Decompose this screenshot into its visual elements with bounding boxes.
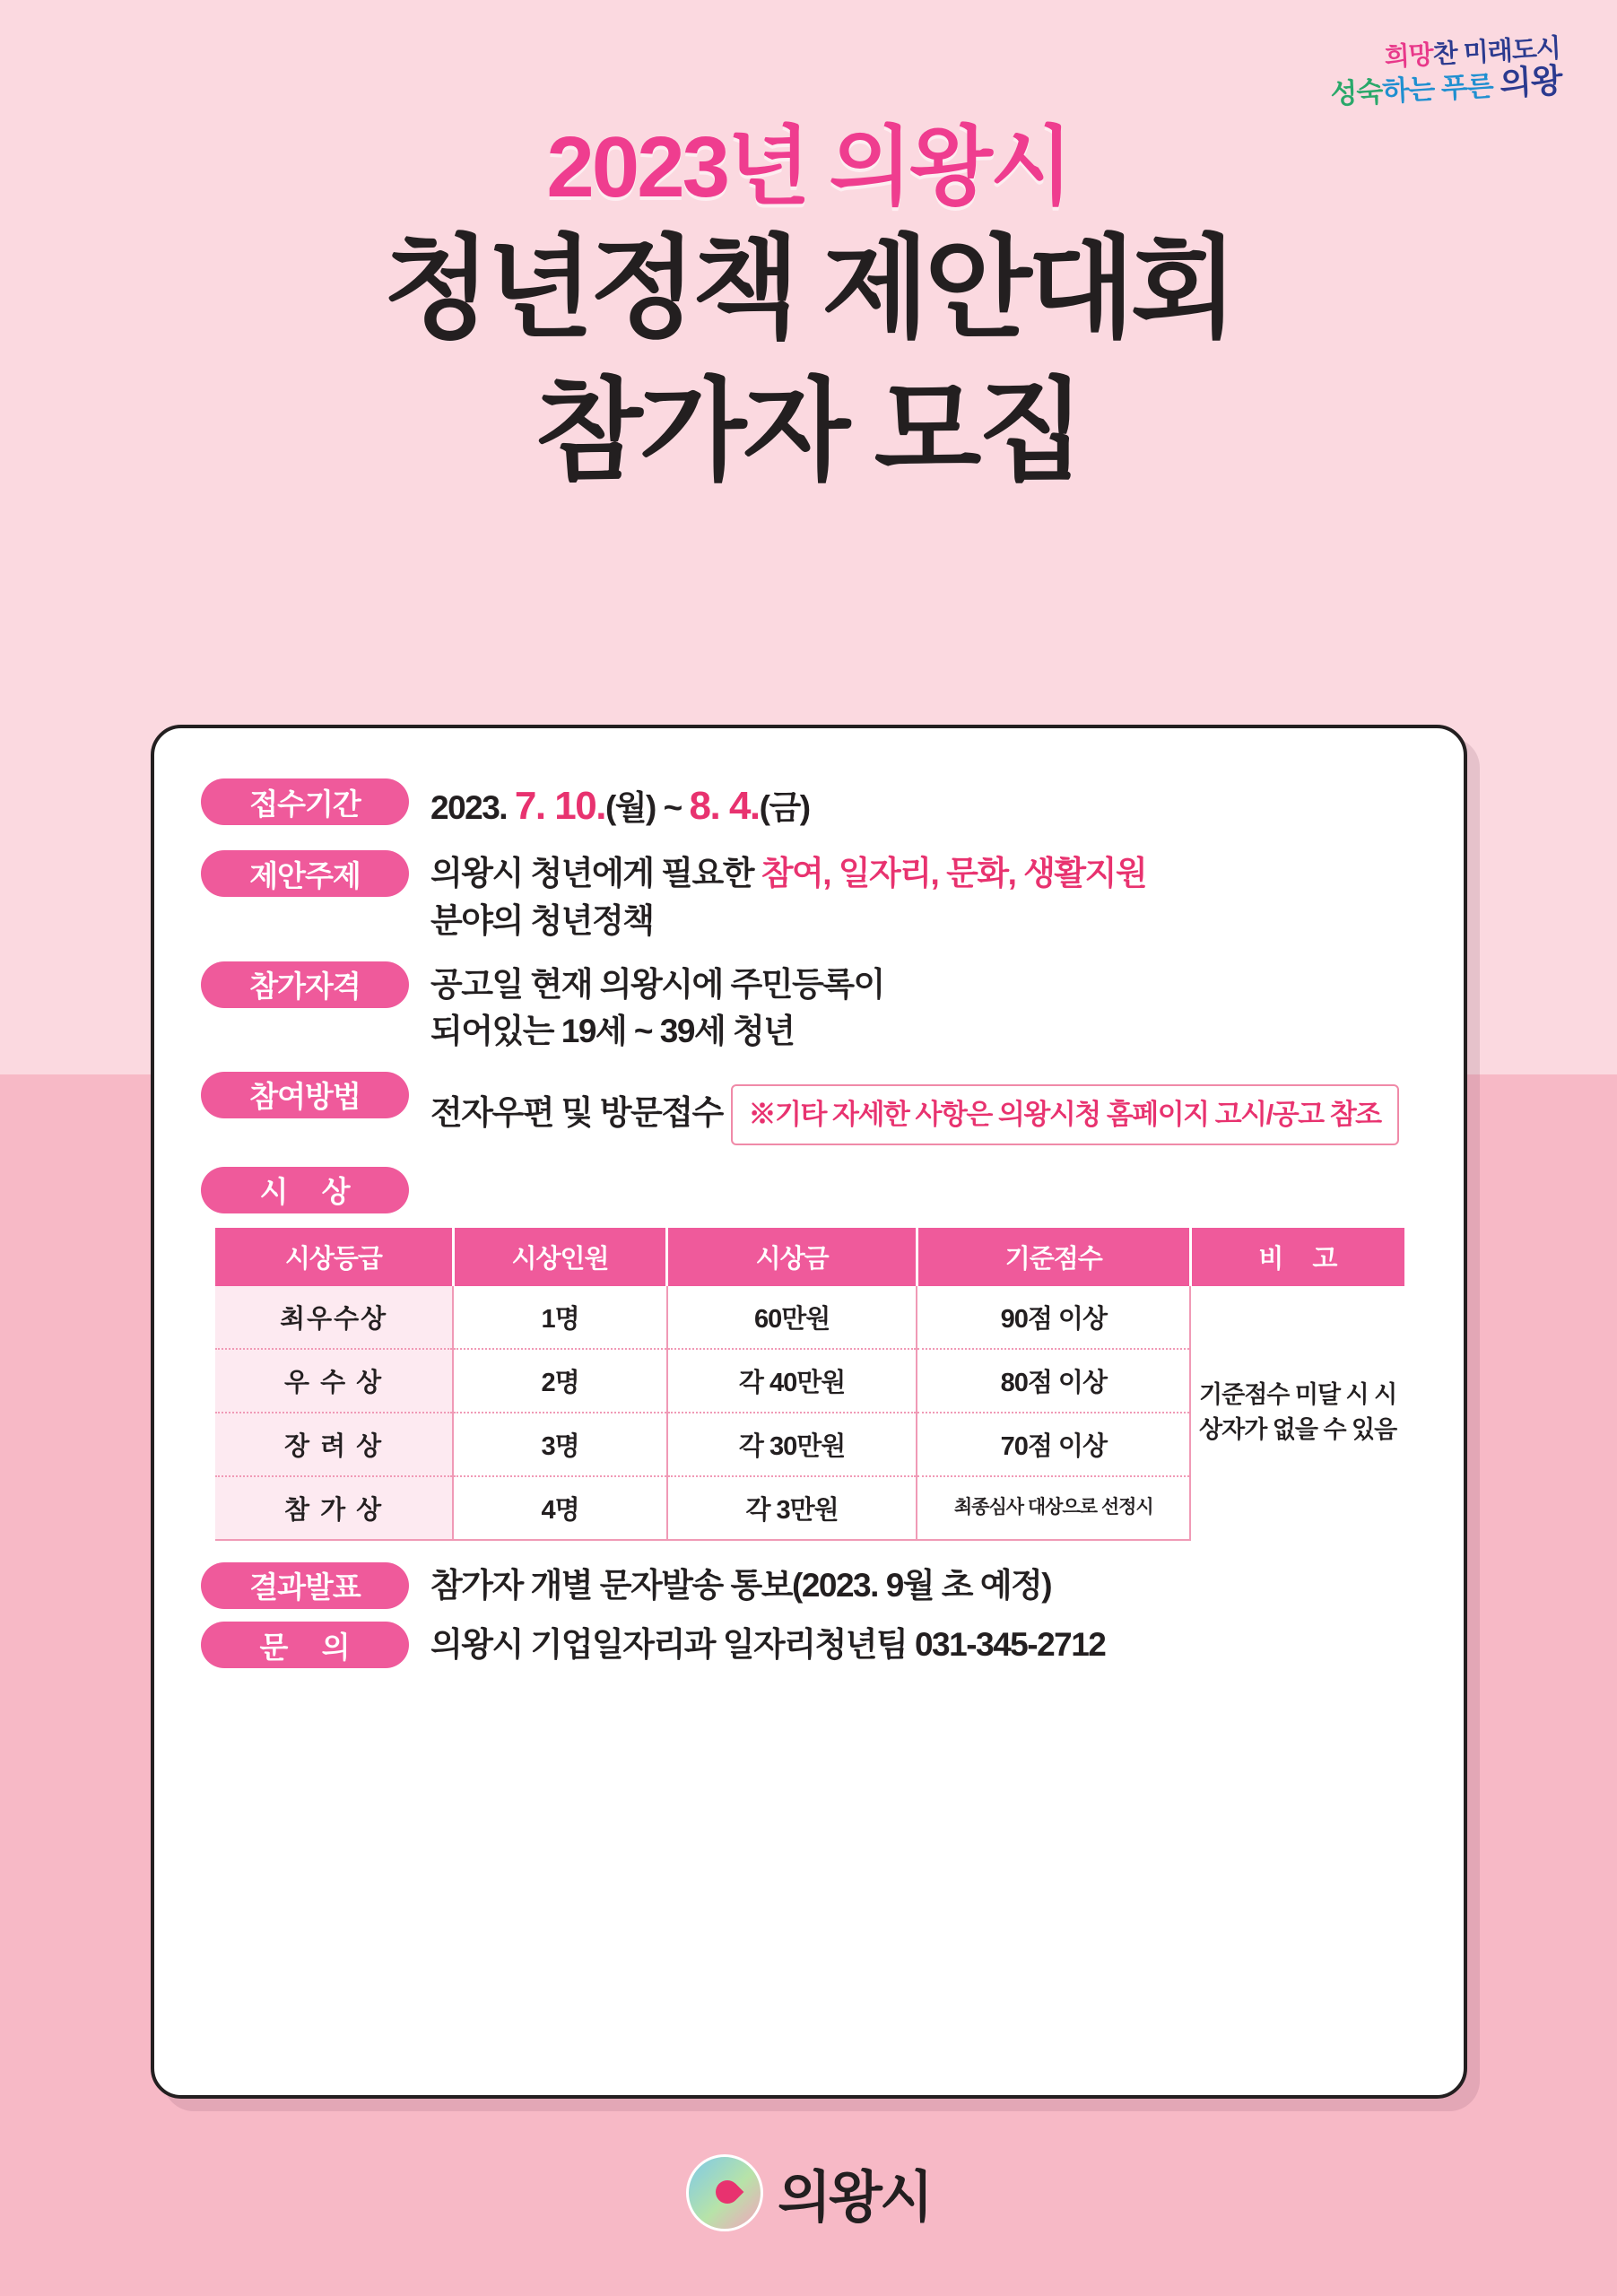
page-title [0,117,1617,503]
period-day2: (금) [759,789,810,826]
topic-text-after: 분야의 청년정책 [430,902,654,939]
award-prize-1: 60만원 [667,1286,917,1349]
table-row [215,1286,1404,1349]
awards-table [215,1228,1404,1541]
award-grade-3: 장 려 상 [215,1413,453,1476]
title-main-line1: 청년정책 제안대회 [383,227,1234,352]
award-count-1: 1명 [453,1286,667,1349]
awards-table-header-row [215,1228,1404,1286]
title-year: 2023년 의왕시 [546,119,1071,215]
bottom-rows [201,1561,1417,1669]
award-grade-1: 최우수상 [215,1286,453,1349]
footer-logo [0,2152,1617,2232]
city-emblem-icon [686,2154,763,2231]
row-topic [201,848,1417,944]
value-eligibility [430,960,1417,1056]
value-period [430,777,1417,834]
award-count-4: 4명 [453,1476,667,1540]
info-card [151,725,1467,2099]
awards-header-remark: 비 고 [1190,1228,1404,1286]
label-period: 접수기간 [201,778,409,825]
row-eligibility [201,960,1417,1056]
footer-city-name: 의왕시 [778,2167,931,2229]
method-text: 전자우편 및 방문접수 [430,1093,723,1131]
award-count-2: 2명 [453,1349,667,1413]
label-method: 참여방법 [201,1072,409,1118]
eligibility-line1: 공고일 현재 의왕시에 주민등록이 [430,965,884,1003]
row-period [201,777,1417,834]
value-result: 참가자 개별 문자발송 통보(2023. 9월 초 예정) [430,1566,1052,1604]
row-method [201,1070,1417,1145]
eligibility-line2: 되어있는 19세 ~ 39세 청년 [430,1013,795,1050]
topic-text-before: 의왕시 청년에게 필요한 [430,855,761,892]
award-prize-2: 각 40만원 [667,1349,917,1413]
period-date2: 8. 4. [689,784,760,828]
awards-header-score: 기준점수 [917,1228,1190,1286]
brand-line1-a: 희망 [1383,40,1434,73]
row-result [201,1561,1417,1610]
award-prize-4: 각 3만원 [667,1476,917,1540]
label-result: 결과발표 [201,1562,409,1609]
row-awards-label [201,1165,1417,1213]
award-grade-4: 참 가 상 [215,1476,453,1540]
period-prefix: 2023. [430,789,515,826]
award-score-3: 70점 이상 [917,1413,1190,1476]
label-awards: 시 상 [201,1167,409,1213]
brand-line2-b: 하는 푸른 [1381,70,1501,108]
value-contact: 의왕시 기업일자리과 일자리청년팀 031-345-2712 [430,1626,1106,1664]
row-contact [201,1620,1417,1669]
award-score-2: 80점 이상 [917,1349,1190,1413]
period-day1: (월) ~ [604,789,690,826]
brand-line2-city: 의왕 [1499,62,1563,103]
award-score-1: 90점 이상 [917,1286,1190,1349]
brand-line1-b: 찬 미래도시 [1431,34,1561,70]
city-brand-logo [1255,35,1562,115]
award-prize-3: 각 30만원 [667,1413,917,1476]
awards-table-wrap [201,1228,1417,1541]
label-topic: 제안주제 [201,850,409,897]
award-remark: 기준점수 미달 시 시상자가 없을 수 있음 [1190,1286,1404,1540]
title-main-line2: 참가자 모집 [535,369,1082,493]
award-count-3: 3명 [453,1413,667,1476]
method-note: ※기타 자세한 사항은 의왕시청 홈페이지 고시/공고 참조 [731,1084,1399,1145]
value-topic [430,848,1417,944]
value-method [430,1070,1417,1145]
awards-header-grade: 시상등급 [215,1228,453,1286]
award-grade-2: 우 수 상 [215,1349,453,1413]
brand-line2-a: 성숙 [1329,76,1384,111]
period-date1: 7. 10. [514,784,605,828]
awards-header-prize: 시상금 [667,1228,917,1286]
label-eligibility: 참가자격 [201,961,409,1008]
award-score-4: 최종심사 대상으로 선정시 [917,1476,1190,1540]
awards-header-count: 시상인원 [453,1228,667,1286]
label-contact: 문 의 [201,1622,409,1668]
topic-highlight: 참여, 일자리, 문화, 생활지원 [761,855,1147,892]
